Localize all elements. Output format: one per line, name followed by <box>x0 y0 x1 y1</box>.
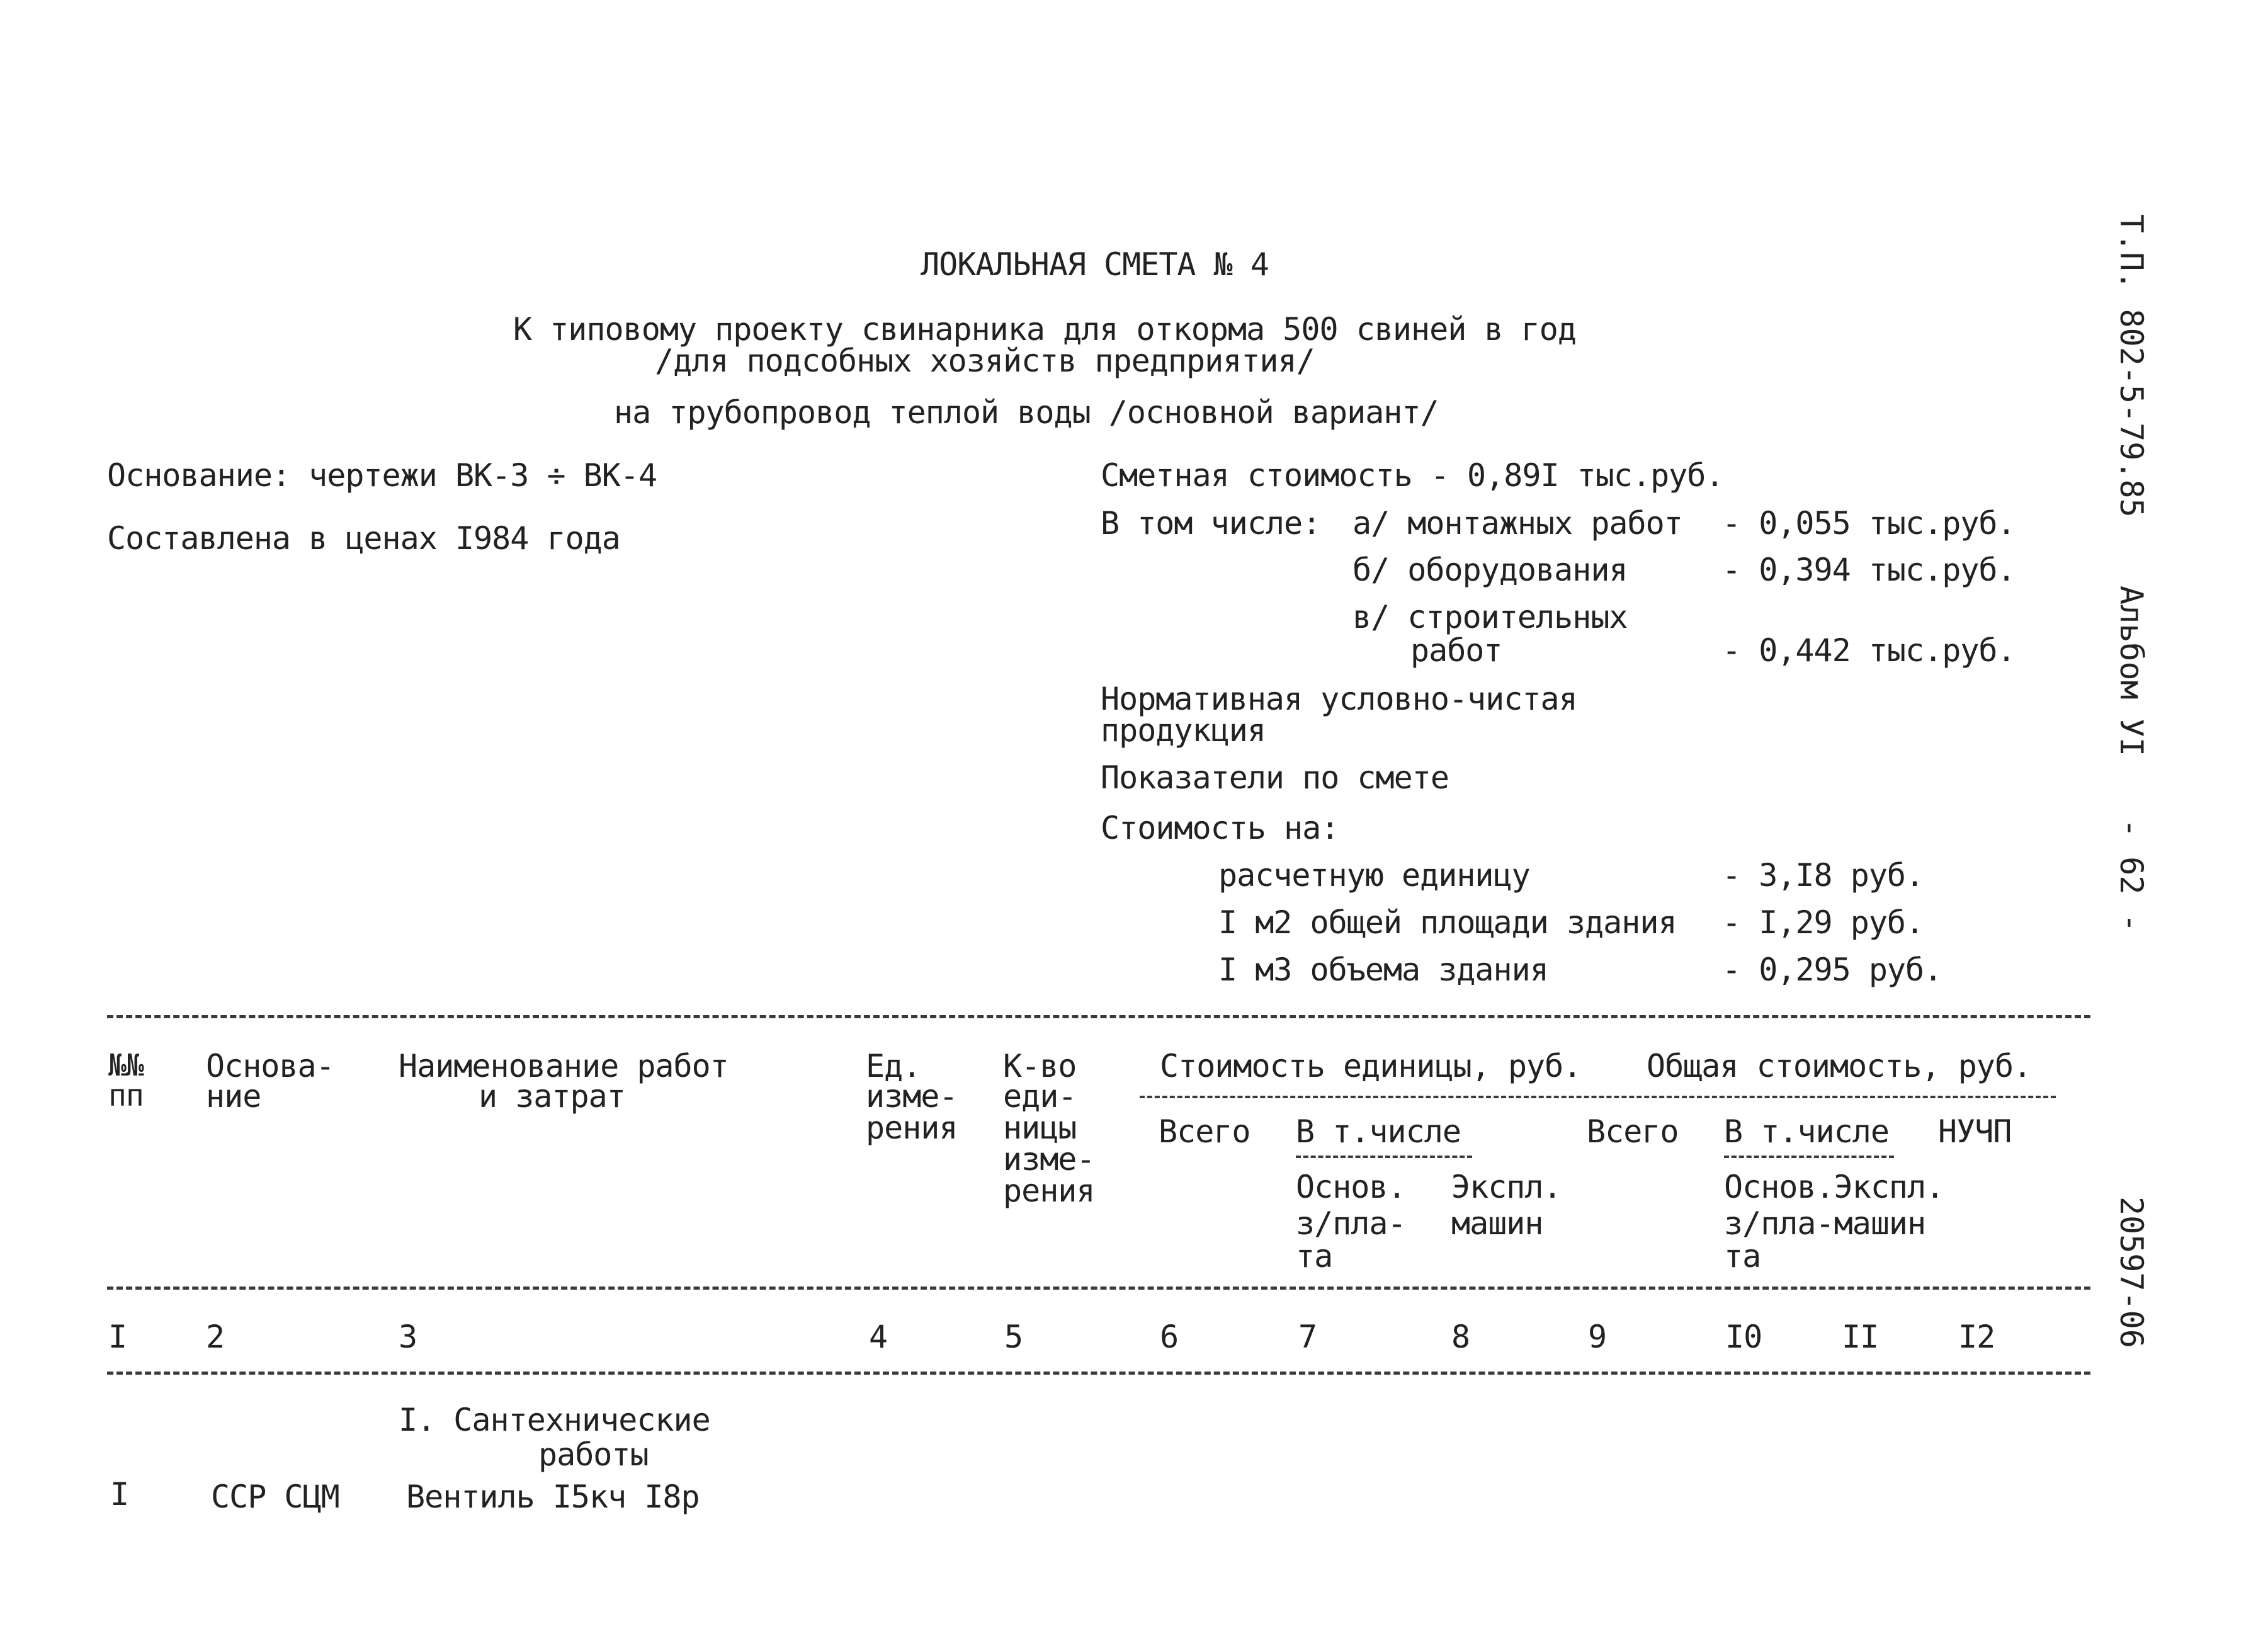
column-number: 2 <box>206 1319 225 1355</box>
header-base-wage-1b: з/пла- <box>1296 1205 1406 1242</box>
header-qty-5: рения <box>1003 1173 1095 1209</box>
incl-2-rule <box>1724 1156 1894 1158</box>
header-qty-4: изме- <box>1003 1141 1095 1178</box>
header-qty-2: еди- <box>1003 1078 1077 1115</box>
column-number: 5 <box>1004 1319 1023 1355</box>
header-name-1: Наименование работ <box>399 1048 729 1084</box>
header-incl-1: В т.числе <box>1296 1113 1461 1150</box>
column-number: I <box>108 1319 127 1355</box>
section-title-line-1: I. Сантехнические <box>399 1402 710 1438</box>
header-total-1: Всего <box>1159 1113 1250 1150</box>
column-number: II <box>1842 1319 1879 1355</box>
including-label: В том числе: <box>1101 505 1321 542</box>
header-base-wage-2a: Основ.Экспл. <box>1724 1169 1944 1205</box>
normative-line-2: продукция <box>1101 712 1266 749</box>
column-number: 8 <box>1451 1319 1470 1355</box>
table-row-basis: ССР СЦМ <box>211 1479 339 1515</box>
table-row-num: I <box>110 1476 129 1513</box>
construction-label-1: в/ строительных <box>1352 599 1628 635</box>
header-total-2: Всего <box>1587 1113 1679 1150</box>
header-num-2: пп <box>108 1078 144 1113</box>
indicators-label: Показатели по смете <box>1101 759 1449 796</box>
column-number: 3 <box>399 1319 417 1355</box>
header-basis-2: ние <box>206 1078 261 1115</box>
header-base-wage-1a: Основ. <box>1296 1169 1406 1205</box>
column-number: 4 <box>869 1319 888 1355</box>
subtitle-line-2: /для подсобных хозяйств предприятия/ <box>655 343 1315 379</box>
incl-1-rule <box>1296 1156 1472 1158</box>
column-number: I0 <box>1725 1319 1762 1355</box>
header-nuchp: НУЧП <box>1938 1113 2012 1150</box>
header-basis-1: Основа- <box>206 1048 334 1084</box>
album-stamp: Альбом УI <box>2113 586 2150 756</box>
header-unit-3: рения <box>866 1110 958 1146</box>
header-total-cost: Общая стоимость, руб. <box>1647 1048 2032 1084</box>
table-top-rule <box>107 1015 2090 1018</box>
header-machines-1a: Экспл. <box>1451 1169 1562 1205</box>
cost-on-label: Стоимость на: <box>1101 810 1339 846</box>
construction-label-2: работ <box>1410 632 1502 669</box>
column-number: I2 <box>1958 1319 1995 1355</box>
subtitle-line-1: К типовому проекту свинарника для откорма 500 свиней в год <box>513 311 1576 348</box>
m3-cost-value: - 0,295 руб. <box>1722 951 1942 988</box>
m2-cost-label: I м2 общей площади здания <box>1218 904 1677 941</box>
equipment-label: б/ оборудования <box>1352 552 1628 588</box>
page-number-stamp: - 62 - <box>2113 819 2150 933</box>
project-code-stamp: Т.П. 802-5-79.85 <box>2113 214 2150 518</box>
assembly-label: а/ монтажных работ <box>1352 505 1682 542</box>
header-base-wage-1c: та <box>1296 1238 1333 1275</box>
header-incl-2: В т.числе <box>1724 1113 1889 1150</box>
subtitle-line-3: на трубопровод теплой воды /основной вариант/ <box>614 394 1439 431</box>
header-unit-2: изме- <box>866 1078 958 1115</box>
document-number-stamp: 20597-06 <box>2113 1196 2150 1348</box>
header-machines-1b: машин <box>1451 1205 1543 1242</box>
table-row-name: Вентиль I5кч I8р <box>406 1479 700 1515</box>
prices-text: Составлена в ценах I984 года <box>107 520 620 557</box>
header-unit-1: Ед. <box>866 1048 921 1084</box>
column-number: 9 <box>1588 1319 1607 1355</box>
m2-cost-value: - I,29 руб. <box>1722 904 1924 941</box>
column-numbers-rule <box>107 1372 2090 1375</box>
basis-text: Основание: чертежи ВК-3 ÷ ВК-4 <box>107 457 657 494</box>
equipment-value: - 0,394 тыс.руб. <box>1722 552 2016 588</box>
document-title: ЛОКАЛЬНАЯ СМЕТА № 4 <box>921 246 1269 283</box>
header-base-wage-2c: та <box>1724 1238 1761 1275</box>
header-bottom-rule <box>107 1287 2090 1290</box>
construction-value: - 0,442 тыс.руб. <box>1722 632 2016 669</box>
header-qty-1: К-во <box>1003 1048 1077 1084</box>
subheader-rule <box>1140 1096 2056 1098</box>
m3-cost-label: I м3 объема здания <box>1218 951 1548 988</box>
header-base-wage-2b: з/пла-машин <box>1724 1205 1926 1242</box>
section-title-line-2: работы <box>538 1436 649 1473</box>
column-number: 6 <box>1160 1319 1179 1355</box>
assembly-value: - 0,055 тыс.руб. <box>1722 505 2016 542</box>
header-unit-cost: Стоимость единицы, руб. <box>1160 1048 1582 1084</box>
header-qty-3: ницы <box>1003 1110 1077 1146</box>
unit-cost-label: расчетную единицу <box>1218 857 1530 894</box>
column-number: 7 <box>1298 1319 1317 1355</box>
normative-line-1: Нормативная условно-чистая <box>1101 681 1577 717</box>
header-num-1: №№ <box>108 1048 144 1083</box>
header-name-2: и затрат <box>479 1078 625 1115</box>
total-cost: Сметная стоимость - 0,89I тыс.руб. <box>1101 457 1724 494</box>
unit-cost-value: - 3,I8 руб. <box>1722 857 1924 894</box>
